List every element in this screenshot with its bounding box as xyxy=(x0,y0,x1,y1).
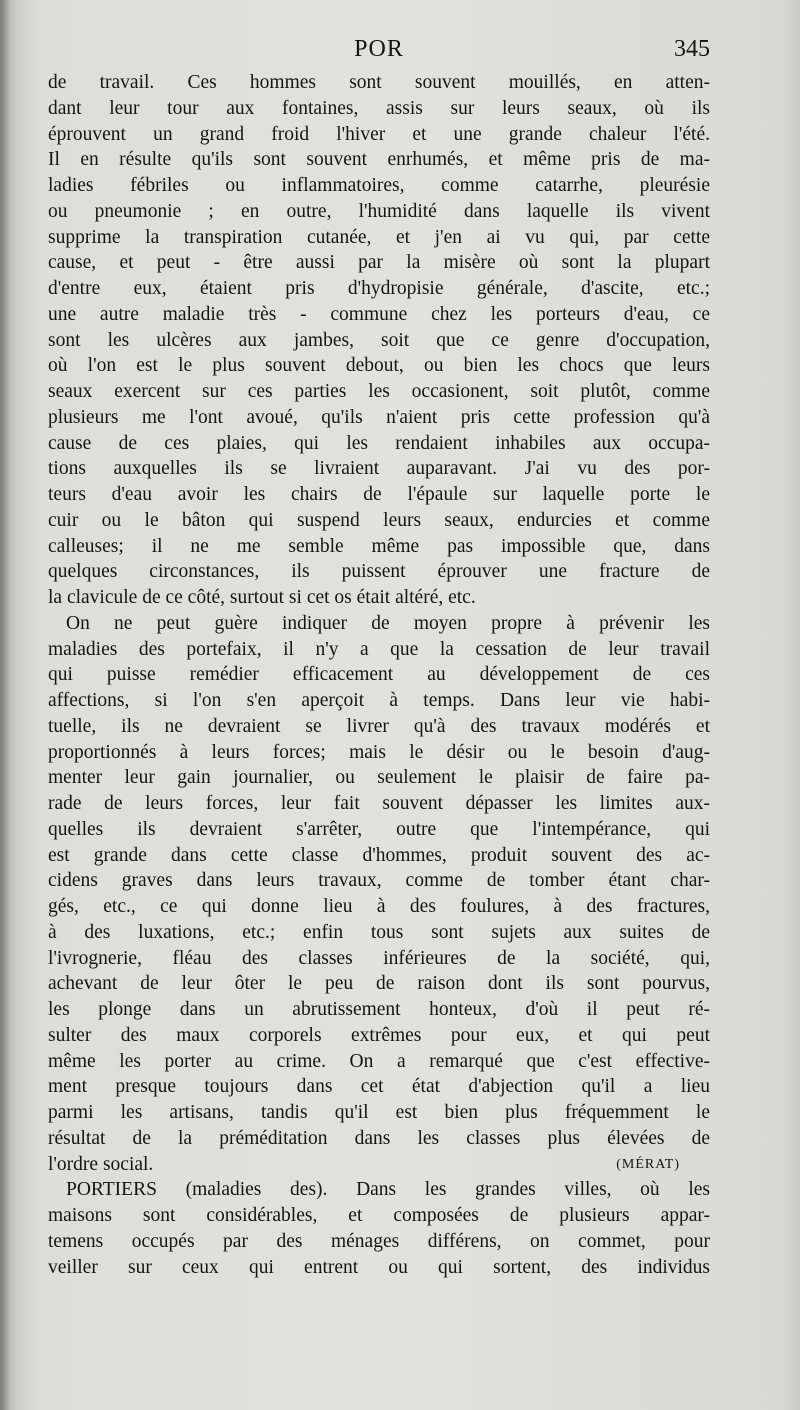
text-line: affections, si l'on s'en aperçoit à temps. Dans leur vie habi- xyxy=(48,690,710,711)
binding-shadow xyxy=(0,0,10,1410)
text-line: résultat de la préméditation dans les classes plus élevées de xyxy=(48,1127,710,1149)
text-line: où l'on est le plus souvent debout, ou bien les chocs que leurs xyxy=(48,355,710,377)
text-line: maladies des portefaix, il n'y a que la cessation de leur travail xyxy=(48,638,710,660)
text-line: veiller sur ceux qui entrent ou qui sortent, des individus xyxy=(48,1256,710,1278)
closing-text: l'ordre social. xyxy=(48,1153,154,1175)
text-line: proportionnés à leurs forces; mais le désir ou le besoin d'aug- xyxy=(48,741,710,763)
text-line: temens occupés par des ménages différens, on commet, pour xyxy=(48,1230,710,1252)
text-line: qui puisse remédier efficacement au développement de ces xyxy=(48,664,710,686)
text-line: même les porter au crime. On a remarqué que c'est effective- xyxy=(48,1050,710,1072)
author-signature: (MÉRAT) xyxy=(616,1156,680,1172)
text-line: quelles ils devraient s'arrêter, outre que l'intempérance, qui xyxy=(48,818,710,840)
text-line: quelques circonstances, ils puissent éprouver une fracture de xyxy=(48,561,710,583)
entry-start-text: (maladies des). Dans les grandes villes, où les xyxy=(185,1179,710,1201)
paragraph-end-line: la clavicule de ce côté, surtout si cet os était altéré, etc. xyxy=(48,587,476,608)
text-line: teurs d'eau avoir les chairs de l'épaule sur laquelle porte le xyxy=(48,484,710,505)
text-line: achevant de leur ôter le peu de raison dont ils sont pourvus, xyxy=(48,973,710,995)
text-line: dant leur tour aux fontaines, assis sur leurs seaux, où ils xyxy=(48,97,710,119)
text-line: rade de leurs forces, leur fait souvent dépasser les limites aux- xyxy=(48,793,710,814)
body-text xyxy=(48,70,710,1280)
text-line: parmi les artisans, tandis qu'il est bien plus fréquemment le xyxy=(48,1102,710,1123)
running-head-title: POR xyxy=(354,36,404,62)
text-line: cause de ces plaies, qui les rendaient inhabiles aux occupa- xyxy=(48,432,710,454)
page-number: 345 xyxy=(674,36,710,62)
paragraph-start-line: On ne peut guère indiquer de moyen propre à prévenir les xyxy=(66,612,710,634)
text-line: les plonge dans un abrutissement honteux, d'où il peut ré- xyxy=(48,999,710,1020)
text-line: à des luxations, etc.; enfin tous sont sujets aux suites de xyxy=(48,921,710,943)
text-line: sulter des maux corporels extrêmes pour eux, et qui peut xyxy=(48,1024,710,1046)
text-line: éprouvent un grand froid l'hiver et une grande chaleur l'été. xyxy=(48,123,710,145)
text-line: ou pneumonie ; en outre, l'humidité dans laquelle ils vivent xyxy=(48,200,710,222)
entry-headword: PORTIERS xyxy=(66,1179,157,1201)
text-line: menter leur gain journalier, ou seulement le plaisir de faire pa- xyxy=(48,767,710,789)
text-line: seaux exercent sur ces parties les occasionent, soit plutôt, comme xyxy=(48,381,710,402)
text-line: tuelle, ils ne devraient se livrer qu'à des travaux modérés et xyxy=(48,715,710,737)
text-line: maisons sont considérables, et composées de plusieurs appar- xyxy=(48,1205,710,1226)
text-line: calleuses; il ne me semble même pas impossible que, dans xyxy=(48,535,710,557)
text-line: sont les ulcères aux jambes, soit que ce genre d'occupation, xyxy=(48,329,710,351)
text-line: cidens graves dans leurs travaux, comme de tomber étant char- xyxy=(48,870,710,892)
signature-line xyxy=(48,1152,710,1178)
text-line: Il en résulte qu'ils sont souvent enrhumés, et même pris de ma- xyxy=(48,149,710,171)
text-line: l'ivrognerie, fléau des classes inférieures de la société, qui, xyxy=(48,947,710,969)
text-line: ladies fébriles ou inflammatoires, comme catarrhe, pleurésie xyxy=(48,175,710,196)
text-line: gés, etc., ce qui donne lieu à des foulures, à des fractures, xyxy=(48,896,710,917)
text-line: supprime la transpiration cutanée, et j'en ai vu qui, par cette xyxy=(48,226,710,248)
text-line: cause, et peut - être aussi par la misère où sont la plupart xyxy=(48,252,710,274)
text-line: une autre maladie très - commune chez les porteurs d'eau, ce xyxy=(48,303,710,325)
running-head xyxy=(48,36,710,70)
text-line: tions auxquelles ils se livraient auparavant. J'ai vu des por- xyxy=(48,458,710,480)
text-line: cuir ou le bâton qui suspend leurs seaux, endurcies et comme xyxy=(48,509,710,531)
text-line: d'entre eux, étaient pris d'hydropisie générale, d'ascite, etc.; xyxy=(48,278,710,299)
text-line: ment presque toujours dans cet état d'abjection qu'il a lieu xyxy=(48,1076,710,1098)
entry-start-line xyxy=(48,1177,710,1203)
text-line: plusieurs me l'ont avoué, qu'ils n'aient pris cette profession qu'à xyxy=(48,406,710,428)
text-line: est grande dans cette classe d'hommes, produit souvent des ac- xyxy=(48,844,710,866)
text-line: de travail. Ces hommes sont souvent mouillés, en atten- xyxy=(48,72,710,93)
